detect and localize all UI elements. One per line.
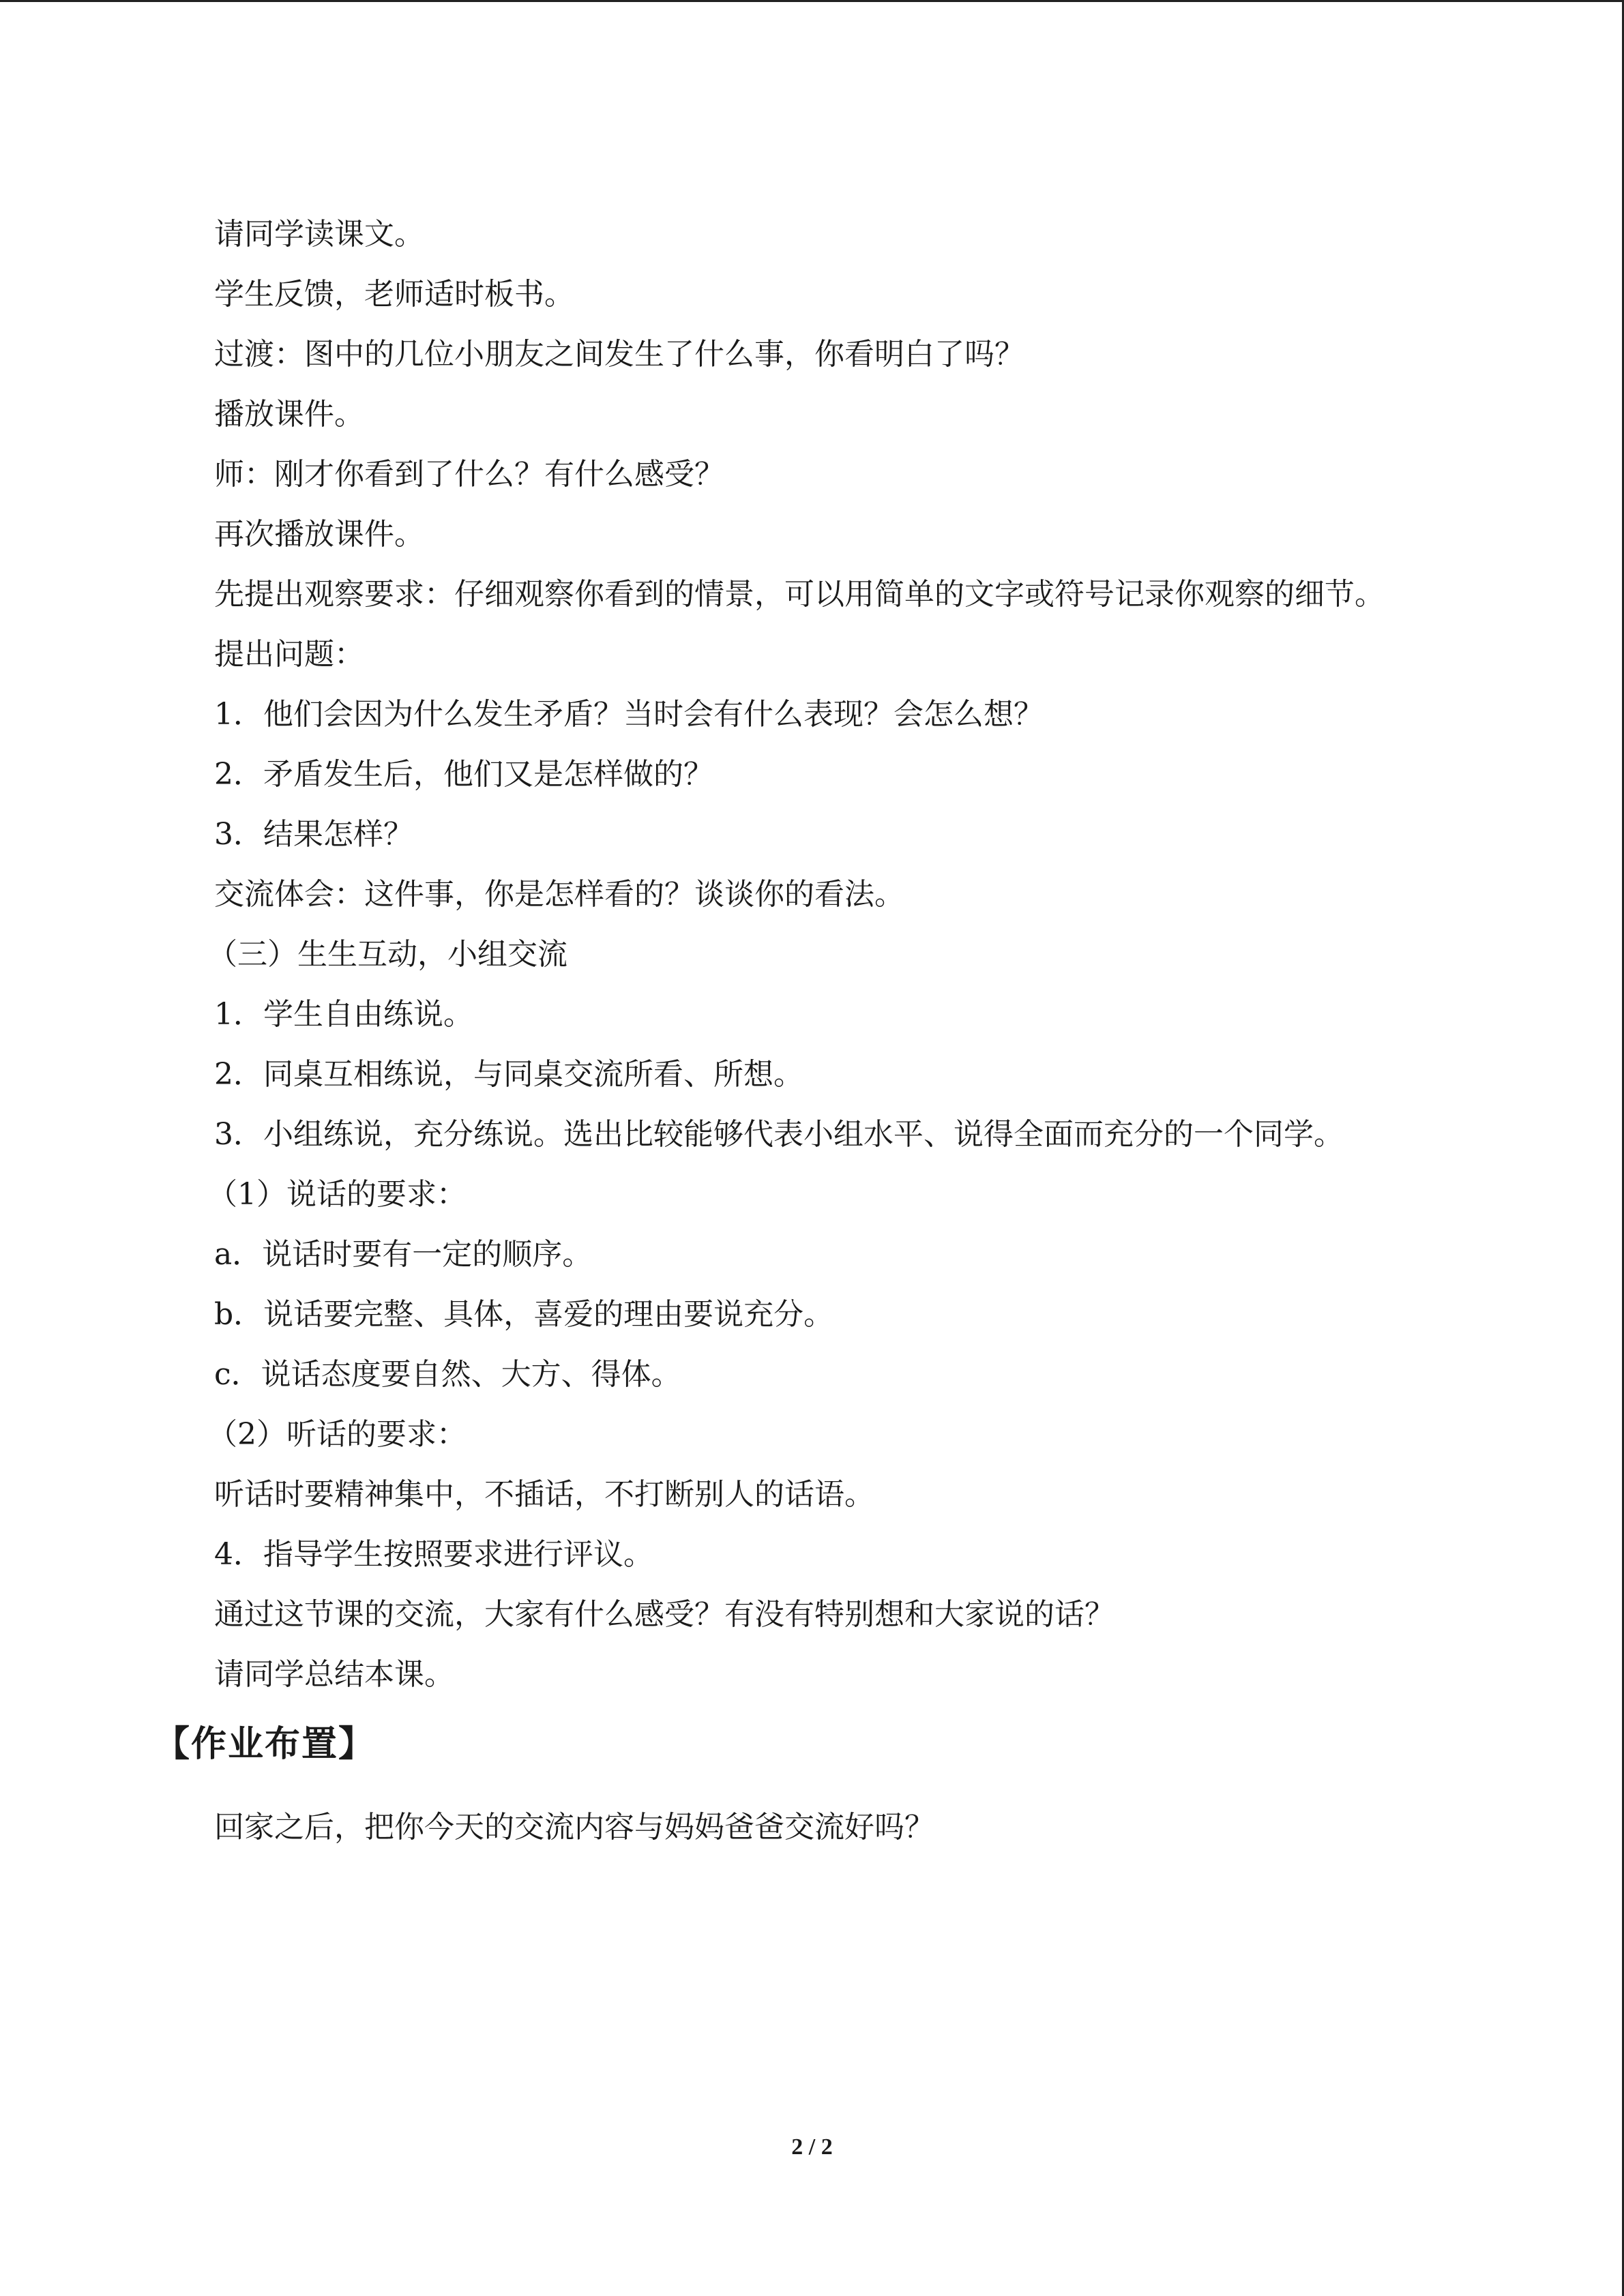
paragraph: 请同学总结本课。	[214, 1657, 454, 1692]
sub-heading: （三）生生互动，小组交流	[207, 937, 567, 972]
sub-heading: （1）说话的要求：	[207, 1177, 467, 1212]
paragraph-wrapped: 先提出观察要求：仔细观察你看到的情景，可以用简单的文字或符号记录你观察的细节。	[214, 577, 1385, 612]
list-item: 4．指导学生按照要求进行评议。	[214, 1537, 653, 1572]
list-item: 2．矛盾发生后，他们又是怎样做的？	[214, 757, 713, 792]
paragraph: 交流体会：这件事，你是怎样看的？谈谈你的看法。	[214, 877, 904, 912]
paragraph: 听话时要精神集中，不插话，不打断别人的话语。	[214, 1477, 874, 1512]
paragraph: 提出问题：	[214, 637, 364, 672]
document-body	[149, 205, 1445, 1858]
list-item: 2．同桌互相练说，与同桌交流所看、所想。	[214, 1057, 803, 1092]
list-item: 3．小组练说，充分练说。选出比较能够代表小组水平、说得全面而充分的一个同学。	[214, 1117, 1344, 1152]
list-item: c．说话态度要自然、大方、得体。	[214, 1357, 681, 1392]
homework-text: 回家之后，把你今天的交流内容与妈妈爸爸交流好吗？	[214, 1810, 934, 1845]
paragraph: 请同学读课文。	[214, 217, 424, 252]
paragraph: 师：刚才你看到了什么？有什么感受？	[214, 457, 724, 492]
paragraph: 通过这节课的交流，大家有什么感受？有没有特别想和大家说的话？	[214, 1597, 1114, 1632]
list-item: b．说话要完整、具体，喜爱的理由要说充分。	[214, 1297, 834, 1332]
list-item: 1．他们会因为什么发生矛盾？当时会有什么表现？会怎么想？	[214, 697, 1044, 732]
paragraph: 过渡：图中的几位小朋友之间发生了什么事，你看明白了吗？	[214, 337, 1024, 372]
list-item: a．说话时要有一定的顺序。	[214, 1237, 593, 1272]
paragraph: 再次播放课件。	[214, 517, 424, 552]
list-item: 1．学生自由练说。	[214, 997, 473, 1032]
page-number: 2 / 2	[791, 2134, 833, 2160]
list-item: 3．结果怎样？	[214, 817, 413, 852]
homework-heading: 【作业布置】	[154, 1724, 376, 1765]
paragraph: 播放课件。	[214, 397, 364, 432]
sub-heading: （2）听话的要求：	[207, 1417, 467, 1452]
paragraph: 学生反馈，老师适时板书。	[214, 277, 574, 312]
